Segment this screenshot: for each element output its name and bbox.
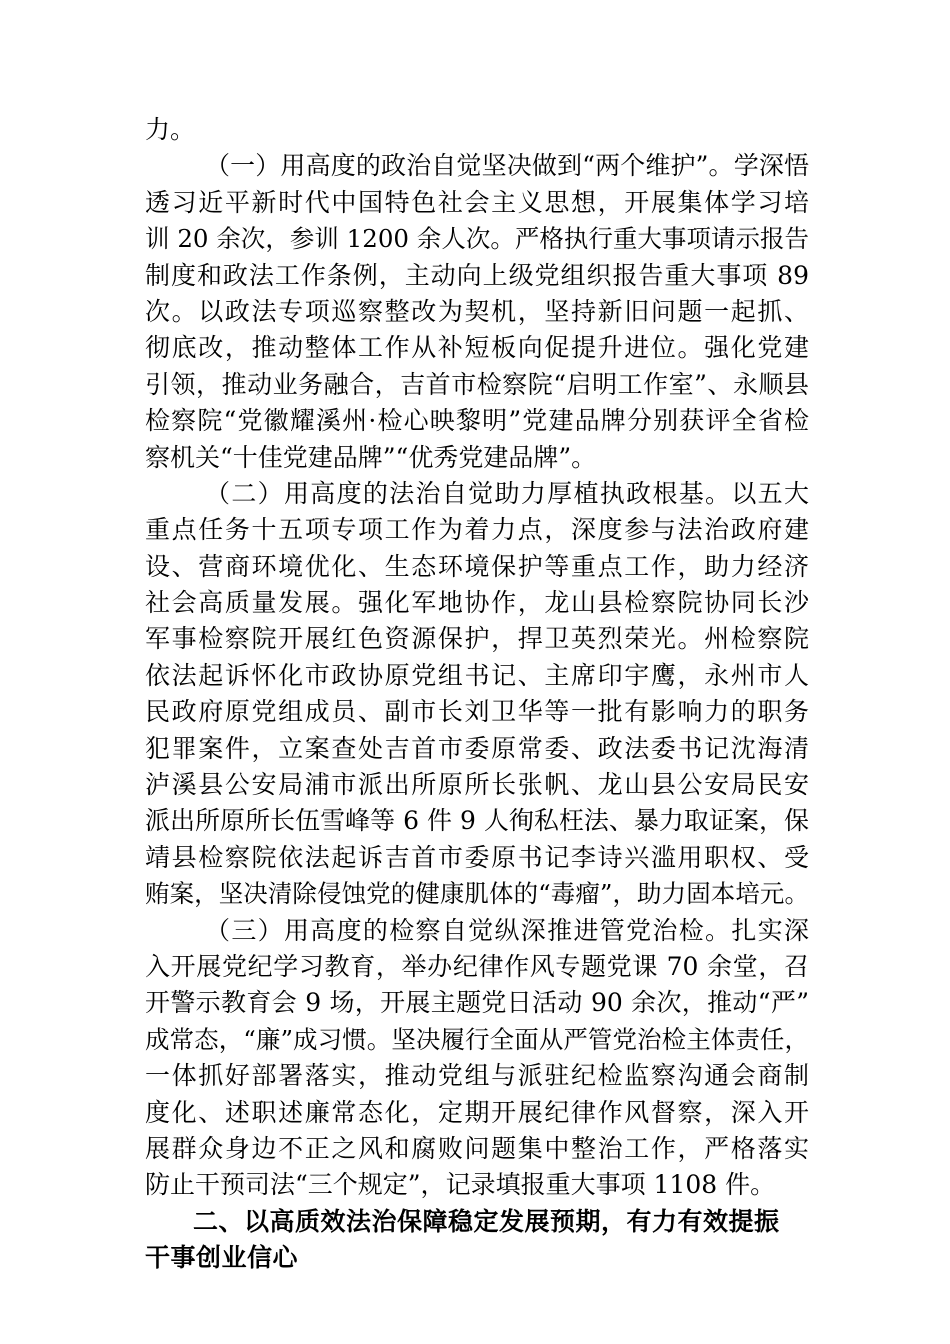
paragraph-line: 透习近平新时代中国特色社会主义思想，开展集体学习培: [145, 187, 809, 217]
paragraph-line: 察机关“十佳党建品牌”“优秀党建品牌”。: [145, 442, 597, 472]
paragraph-line: 靖县检察院依法起诉吉首市委原书记李诗兴滥用职权、受: [145, 842, 809, 872]
document-body: [145, 112, 809, 1277]
paragraph-line: 成常态，“廉”成习惯。坚决履行全面从严管党治检主体责任，: [145, 1024, 809, 1054]
paragraph-line: 社会高质量发展。强化军地协作，龙山县检察院协同长沙: [145, 588, 809, 618]
paragraph-line: 民政府原党组成员、副市长刘卫华等一批有影响力的职务: [145, 697, 809, 727]
section-three-title-line: （三）用高度的检察自觉纵深推进管党治检。扎实深: [205, 915, 809, 945]
paragraph-line: 军事检察院开展红色资源保护，捍卫英烈荣光。州检察院: [145, 624, 809, 654]
paragraph-line: 重点任务十五项专项工作为着力点，深度参与法治政府建: [145, 515, 809, 545]
paragraph-line: 一体抓好部署落实，推动党组与派驻纪检监察沟通会商制: [145, 1061, 809, 1091]
paragraph-line: 引领，推动业务融合，吉首市检察院“启明工作室”、永顺县: [145, 369, 809, 399]
paragraph-line: 入开展党纪学习教育，举办纪律作风专题党课 70 余堂，召: [145, 951, 809, 981]
chapter-two-heading-line: 干事创业信心: [145, 1243, 299, 1273]
paragraph-line: 泸溪县公安局浦市派出所原所长张帆、龙山县公安局民安: [145, 770, 809, 800]
paragraph-line: 开警示教育会 9 场，开展主题党日活动 90 余次，推动“严”: [145, 988, 809, 1018]
section-one-title-line: （一）用高度的政治自觉坚决做到“两个维护”。学深悟: [205, 151, 809, 181]
paragraph-line: 防止干预司法“三个规定”，记录填报重大事项 1108 件。: [145, 1170, 776, 1200]
section-two-title-line: （二）用高度的法治自觉助力厚植执政根基。以五大: [205, 478, 809, 508]
paragraph-line: 训 20 余次，参训 1200 余人次。严格执行重大事项请示报告: [145, 224, 809, 254]
paragraph-line: 设、营商环境优化、生态环境保护等重点工作，助力经济: [145, 551, 809, 581]
paragraph-line: 力。: [145, 115, 196, 144]
paragraph-line: 彻底改，推动整体工作从补短板向促提升进位。强化党建: [145, 333, 809, 363]
chapter-two-heading-line: 二、以高质效法治保障稳定发展预期，有力有效提振: [193, 1206, 780, 1236]
paragraph-line: 依法起诉怀化市政协原党组书记、主席印宇鹰，永州市人: [145, 660, 809, 690]
paragraph-line: 次。以政法专项巡察整改为契机，坚持新旧问题一起抓、: [145, 296, 809, 326]
paragraph-line: 检察院“党徽耀溪州·检心映黎明”党建品牌分别获评全省检: [145, 406, 809, 436]
paragraph-line: 犯罪案件，立案查处吉首市委原常委、政法委书记沈海清: [145, 733, 809, 763]
paragraph-line: 贿案，坚决清除侵蚀党的健康肌体的“毒瘤”，助力固本培元。: [145, 879, 809, 909]
paragraph-line: 展群众身边不正之风和腐败问题集中整治工作，严格落实: [145, 1133, 809, 1163]
paragraph-line: 派出所原所长伍雪峰等 6 件 9 人徇私枉法、暴力取证案，保: [145, 806, 809, 836]
paragraph-line: 度化、述职述廉常态化，定期开展纪律作风督察，深入开: [145, 1097, 809, 1127]
paragraph-line: 制度和政法工作条例，主动向上级党组织报告重大事项 89: [145, 260, 809, 290]
